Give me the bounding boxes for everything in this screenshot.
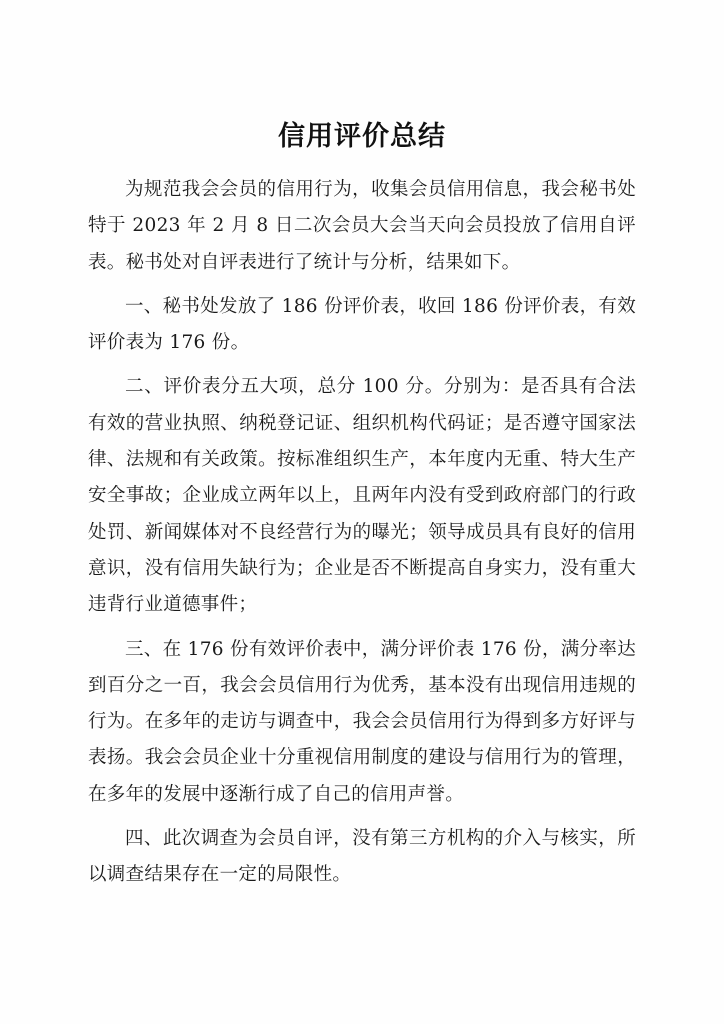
paragraph-item-4: 四、此次调查为会员自评，没有第三方机构的介入与核实，所以调查结果存在一定的局限性。 [88, 828, 636, 886]
paragraph-item-3: 三、在 176 份有效评价表中，满分评价表 176 份，满分率达到百分之一百，我会会员信用行为优秀，基本没有出现信用违规的行为。在多年的走访与调查中，我会会员信用行为得到多方好评与表扬。我会会员企业十分重视信用制度的建设与信用行为的管理，在多年的发展中逐渐行成了自己的信用声誉。 [88, 638, 636, 805]
paragraph-intro: 为规范我会会员的信用行为，收集会员信用信息，我会秘书处特于 2023 年 2 月 8 日二次会员大会当天向会员投放了信用自评表。秘书处对自评表进行了统计与分析，结果如下。 [88, 179, 636, 273]
document-title: 信用评价总结 [278, 121, 446, 152]
document-body [88, 172, 636, 894]
paragraph-item-2: 二、评价表分五大项，总分 100 分。分别为：是否具有合法有效的营业执照、纳税登记证、组织机构代码证；是否遵守国家法律、法规和有关政策。按标准组织生产，本年度内无重、特大生产安全事故；企业成立两年以上，且两年内没有受到政府部门的行政处罚、新闻媒体对不良经营行为的曝光；领导成员具有良好的信用意识，没有信用失缺行为；企业是否不断提高自身实力，没有重大违背行业道德事件； [88, 376, 636, 616]
paragraph-item-1: 一、秘书处发放了 186 份评价表，收回 186 份评价表，有效评价表为 176 份。 [88, 295, 636, 354]
